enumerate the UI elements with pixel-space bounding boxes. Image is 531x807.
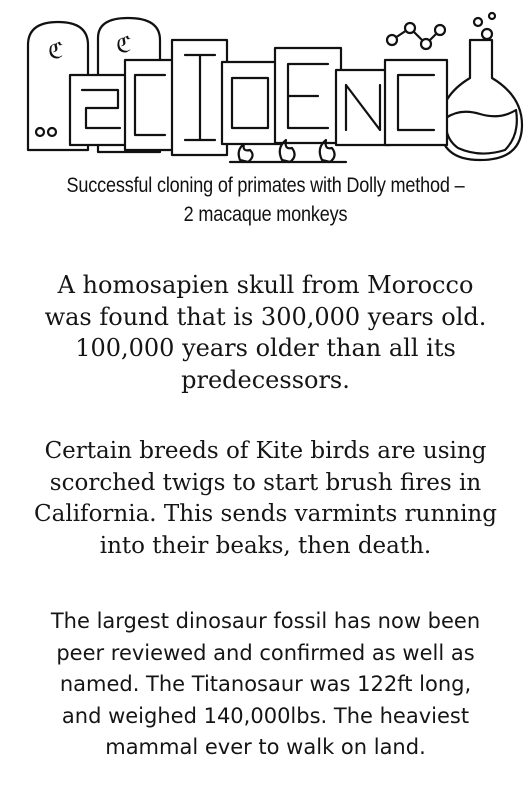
headline-line: 2 macaque monkeys: [183, 203, 348, 226]
fact-line: scorched twigs to start brush fires in: [49, 469, 482, 496]
fact-line: and weighed 140,000lbs. The heaviest: [61, 703, 470, 728]
svg-text:ℭ: ℭ: [116, 33, 132, 58]
fact-line: Certain breeds of Kite birds are using: [44, 438, 487, 464]
fact-line: named. The Titanosaur was 122ft long,: [59, 672, 472, 696]
fact-paragraph-titanosaur: [14, 606, 517, 764]
headline-line: Successful cloning of primates with Dolly method –: [66, 174, 465, 197]
fact-line: into their beaks, then death.: [99, 532, 432, 559]
flame-icon: [239, 144, 253, 162]
fact-paragraph-skull: [14, 270, 517, 396]
fact-line: A homosapien skull from Morocco: [57, 271, 474, 299]
fact-line: 100,000 years older than all its: [75, 334, 456, 362]
fact-line: mammal ever to walk on land.: [105, 735, 426, 759]
headline: [46, 171, 485, 229]
fact-paragraph-kite-birds: [14, 436, 517, 562]
fact-line: was found that is 300,000 years old.: [44, 302, 487, 331]
svg-text:ℭ: ℭ: [48, 39, 64, 64]
fact-line: California. This sends varmints running: [34, 501, 497, 527]
fact-line: peer reviewed and confirmed as well as: [56, 640, 475, 665]
science-banner: [0, 0, 531, 172]
fact-line: predecessors.: [181, 365, 350, 394]
fact-line: The largest dinosaur fossil has now been: [50, 609, 481, 633]
science-banner-illustration: [0, 0, 531, 172]
